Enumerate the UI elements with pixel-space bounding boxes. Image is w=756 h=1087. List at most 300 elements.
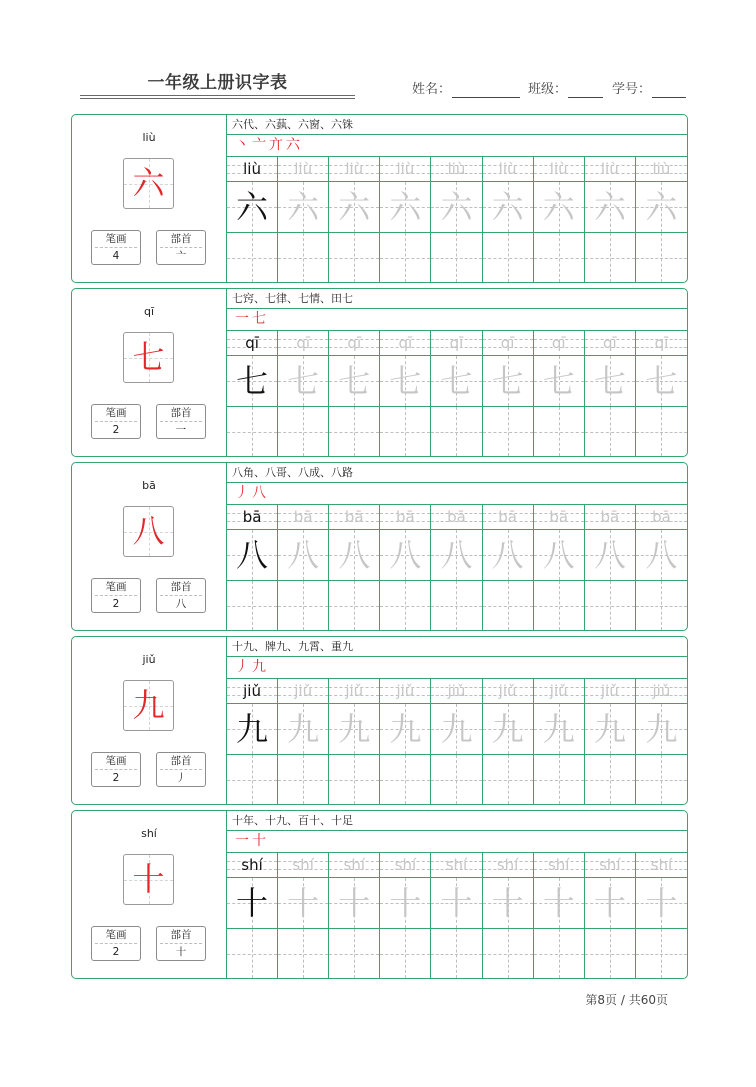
character-trace-cell bbox=[329, 704, 380, 754]
blank-writing-row bbox=[227, 581, 687, 630]
stroke-order bbox=[227, 657, 687, 679]
blank-writing-cell bbox=[483, 233, 534, 282]
character-trace-glyph: 九 bbox=[645, 710, 678, 748]
blank-writing-cell bbox=[534, 929, 585, 978]
character-model-cell bbox=[227, 878, 278, 928]
character-trace-cell bbox=[380, 878, 431, 928]
practice-panel bbox=[226, 463, 687, 630]
pinyin-trace-text: shí bbox=[496, 856, 519, 874]
blank-writing-cell bbox=[431, 755, 482, 804]
pinyin-trace-text: bā bbox=[498, 508, 517, 526]
blank-writing-cell bbox=[585, 929, 636, 978]
pinyin-trace-cell bbox=[278, 505, 329, 529]
character-model-cell bbox=[227, 704, 278, 754]
pinyin-practice-row bbox=[227, 331, 687, 356]
character-card bbox=[71, 114, 688, 283]
pinyin-trace-cell bbox=[483, 331, 534, 355]
blank-writing-cell bbox=[483, 755, 534, 804]
blank-writing-cell bbox=[483, 407, 534, 456]
blank-writing-cell bbox=[483, 581, 534, 630]
pinyin-trace-cell bbox=[278, 157, 329, 181]
pinyin-trace-cell bbox=[534, 853, 585, 877]
blank-writing-cell bbox=[483, 929, 534, 978]
blank-writing-cell bbox=[431, 233, 482, 282]
radical-box bbox=[156, 578, 206, 613]
pinyin-trace-cell bbox=[431, 157, 482, 181]
character-trace-cell bbox=[585, 878, 636, 928]
character-practice-row bbox=[227, 530, 687, 581]
character-trace-glyph: 十 bbox=[542, 884, 575, 922]
pinyin-trace-cell bbox=[278, 853, 329, 877]
character-trace-glyph: 六 bbox=[491, 188, 524, 226]
pinyin-trace-cell bbox=[585, 853, 636, 877]
character-trace-glyph: 七 bbox=[287, 362, 320, 400]
class-label: 班级： bbox=[528, 82, 568, 97]
character-trace-cell bbox=[278, 878, 329, 928]
pinyin-trace-cell bbox=[431, 679, 482, 703]
pinyin-model-text: shí bbox=[241, 856, 263, 874]
pinyin-model-text: jiǔ bbox=[243, 682, 261, 700]
character-trace-cell bbox=[534, 356, 585, 406]
character-trace-cell bbox=[636, 530, 687, 580]
character-pinyin: bā bbox=[142, 479, 156, 492]
pinyin-model-cell bbox=[227, 331, 278, 355]
character-card bbox=[71, 288, 688, 457]
character-trace-glyph: 七 bbox=[542, 362, 575, 400]
character-trace-glyph: 六 bbox=[440, 188, 473, 226]
pinyin-trace-cell bbox=[380, 679, 431, 703]
pinyin-trace-cell bbox=[483, 157, 534, 181]
practice-panel bbox=[226, 289, 687, 456]
pinyin-trace-cell bbox=[431, 853, 482, 877]
pinyin-trace-cell bbox=[636, 505, 687, 529]
pinyin-trace-cell bbox=[636, 853, 687, 877]
character-trace-cell bbox=[483, 878, 534, 928]
example-words: 六代、六蓺、六窗、六铢 bbox=[227, 115, 687, 135]
pinyin-trace-text: shí bbox=[445, 856, 468, 874]
stroke-order-step: 八 bbox=[252, 485, 266, 501]
pinyin-trace-text: qī bbox=[602, 334, 617, 352]
stroke-count-box bbox=[91, 404, 141, 439]
pinyin-trace-text: bā bbox=[549, 508, 569, 526]
character-trace-cell bbox=[431, 356, 482, 406]
character-trace-glyph: 九 bbox=[593, 710, 626, 748]
blank-writing-cell bbox=[278, 233, 329, 282]
character-trace-cell bbox=[278, 704, 329, 754]
character-trace-glyph: 九 bbox=[440, 710, 473, 748]
character-info-panel bbox=[72, 289, 226, 456]
character-trace-cell bbox=[278, 356, 329, 406]
pinyin-model-text: qī bbox=[245, 334, 259, 352]
pinyin-practice-row bbox=[227, 853, 687, 878]
stroke-count-box bbox=[91, 752, 141, 787]
character-glyph: 八 bbox=[132, 512, 165, 550]
pinyin-trace-text: qī bbox=[296, 334, 311, 352]
character-trace-glyph: 十 bbox=[440, 884, 473, 922]
character-practice-row bbox=[227, 878, 687, 929]
blank-writing-cell bbox=[380, 755, 431, 804]
stroke-count-label: 笔画 bbox=[95, 753, 137, 770]
character-trace-cell bbox=[380, 182, 431, 232]
pinyin-practice-row bbox=[227, 505, 687, 530]
radical-box bbox=[156, 404, 206, 439]
pinyin-trace-cell bbox=[278, 679, 329, 703]
stroke-order-step: 丿 bbox=[235, 659, 249, 675]
radical-value: 八 bbox=[175, 598, 187, 610]
pinyin-trace-cell bbox=[585, 157, 636, 181]
student-id-field bbox=[612, 82, 686, 98]
pinyin-trace-cell bbox=[329, 679, 380, 703]
pinyin-trace-text: qī bbox=[500, 334, 515, 352]
blank-writing-cell bbox=[636, 755, 687, 804]
pinyin-trace-cell bbox=[534, 679, 585, 703]
stroke-count-box bbox=[91, 926, 141, 961]
character-glyph: 七 bbox=[132, 338, 165, 376]
character-info-panel bbox=[72, 811, 226, 978]
character-trace-glyph: 八 bbox=[542, 536, 575, 574]
blank-writing-cell bbox=[227, 581, 278, 630]
character-trace-glyph: 九 bbox=[542, 710, 575, 748]
name-blank-line bbox=[452, 82, 520, 98]
stroke-order-step: 亠 bbox=[252, 137, 266, 153]
character-trace-glyph: 六 bbox=[389, 188, 422, 226]
character-trace-glyph: 七 bbox=[491, 362, 524, 400]
character-trace-glyph: 八 bbox=[287, 536, 320, 574]
blank-writing-cell bbox=[329, 755, 380, 804]
blank-writing-cell bbox=[585, 581, 636, 630]
character-trace-glyph: 六 bbox=[645, 188, 678, 226]
character-card bbox=[71, 636, 688, 805]
pinyin-trace-cell bbox=[329, 331, 380, 355]
character-glyph: 九 bbox=[132, 686, 165, 724]
character-trace-cell bbox=[585, 356, 636, 406]
character-trace-glyph: 八 bbox=[491, 536, 524, 574]
blank-writing-cell bbox=[534, 755, 585, 804]
radical-label: 部首 bbox=[160, 405, 202, 422]
stroke-count-value: 2 bbox=[112, 598, 120, 610]
pinyin-trace-text: qī bbox=[654, 334, 669, 352]
blank-writing-cell bbox=[278, 407, 329, 456]
pinyin-trace-cell bbox=[329, 157, 380, 181]
stroke-count-label: 笔画 bbox=[95, 927, 137, 944]
radical-label: 部首 bbox=[160, 579, 202, 596]
pinyin-trace-text: bā bbox=[396, 508, 415, 526]
blank-writing-cell bbox=[380, 581, 431, 630]
pinyin-trace-cell bbox=[329, 853, 380, 877]
radical-label: 部首 bbox=[160, 927, 202, 944]
pinyin-trace-cell bbox=[483, 679, 534, 703]
pinyin-model-cell bbox=[227, 679, 278, 703]
character-trace-cell bbox=[636, 356, 687, 406]
pinyin-trace-text: liù bbox=[396, 160, 415, 178]
character-trace-glyph: 六 bbox=[593, 188, 626, 226]
pinyin-practice-row bbox=[227, 679, 687, 704]
character-trace-glyph: 八 bbox=[338, 536, 371, 574]
blank-writing-cell bbox=[278, 929, 329, 978]
character-glyph: 六 bbox=[132, 164, 165, 202]
character-trace-cell bbox=[278, 182, 329, 232]
pinyin-trace-text: bā bbox=[344, 508, 364, 526]
stroke-count-value: 2 bbox=[112, 424, 120, 436]
character-box bbox=[123, 680, 174, 731]
blank-writing-cell bbox=[227, 407, 278, 456]
pinyin-trace-text: qī bbox=[398, 334, 413, 352]
pinyin-trace-cell bbox=[636, 679, 687, 703]
character-model-glyph: 七 bbox=[236, 362, 269, 400]
pinyin-trace-text: jiǔ bbox=[652, 682, 671, 700]
blank-writing-row bbox=[227, 233, 687, 282]
worksheet-title: 一年级上册识字表 bbox=[147, 73, 288, 93]
radical-box bbox=[156, 230, 206, 265]
character-trace-cell bbox=[431, 704, 482, 754]
name-field bbox=[412, 82, 520, 98]
character-info-panel bbox=[72, 115, 226, 282]
blank-writing-cell bbox=[380, 407, 431, 456]
radical-value: 亠 bbox=[175, 250, 187, 262]
character-trace-cell bbox=[534, 530, 585, 580]
student-id-label: 学号： bbox=[612, 82, 652, 97]
radical-label: 部首 bbox=[160, 231, 202, 248]
character-trace-glyph: 十 bbox=[645, 884, 678, 922]
blank-writing-row bbox=[227, 407, 687, 456]
pinyin-trace-cell bbox=[636, 157, 687, 181]
character-trace-cell bbox=[585, 530, 636, 580]
pinyin-trace-cell bbox=[585, 331, 636, 355]
stroke-order-step: 丿 bbox=[235, 485, 249, 501]
pinyin-trace-text: qī bbox=[449, 334, 464, 352]
character-trace-glyph: 十 bbox=[593, 884, 626, 922]
character-trace-cell bbox=[483, 530, 534, 580]
pinyin-trace-text: liù bbox=[345, 160, 364, 178]
pinyin-model-cell bbox=[227, 505, 278, 529]
blank-writing-cell bbox=[636, 233, 687, 282]
character-trace-cell bbox=[585, 182, 636, 232]
blank-writing-cell bbox=[380, 233, 431, 282]
character-trace-glyph: 九 bbox=[491, 710, 524, 748]
character-box bbox=[123, 506, 174, 557]
blank-writing-cell bbox=[636, 929, 687, 978]
stroke-count-label: 笔画 bbox=[95, 579, 137, 596]
practice-panel bbox=[226, 637, 687, 804]
character-trace-cell bbox=[636, 878, 687, 928]
character-trace-cell bbox=[534, 182, 585, 232]
character-trace-cell bbox=[483, 704, 534, 754]
blank-writing-cell bbox=[227, 929, 278, 978]
pinyin-trace-cell bbox=[431, 331, 482, 355]
character-model-glyph: 九 bbox=[236, 710, 269, 748]
pinyin-trace-text: shí bbox=[394, 856, 417, 874]
stroke-order-step: 亣 bbox=[269, 137, 283, 153]
character-trace-glyph: 六 bbox=[542, 188, 575, 226]
pinyin-trace-text: jiǔ bbox=[396, 682, 415, 700]
stroke-order bbox=[227, 483, 687, 505]
character-trace-cell bbox=[431, 182, 482, 232]
character-trace-glyph: 八 bbox=[389, 536, 422, 574]
character-box bbox=[123, 854, 174, 905]
pinyin-trace-cell bbox=[534, 331, 585, 355]
pinyin-trace-text: liù bbox=[447, 160, 466, 178]
class-blank-line bbox=[568, 82, 603, 98]
name-label: 姓名： bbox=[412, 82, 452, 97]
radical-box bbox=[156, 752, 206, 787]
character-trace-cell bbox=[431, 530, 482, 580]
pinyin-trace-text: liù bbox=[498, 160, 517, 178]
pinyin-trace-cell bbox=[380, 853, 431, 877]
pinyin-trace-text: jiǔ bbox=[294, 682, 313, 700]
blank-writing-cell bbox=[534, 233, 585, 282]
example-words: 十九、牌九、九霄、重九 bbox=[227, 637, 687, 657]
character-pinyin: qī bbox=[143, 305, 155, 318]
character-model-glyph: 六 bbox=[236, 188, 269, 226]
stroke-order-step: 丶 bbox=[235, 137, 249, 153]
character-trace-cell bbox=[380, 530, 431, 580]
character-trace-cell bbox=[636, 182, 687, 232]
character-trace-cell bbox=[585, 704, 636, 754]
blank-writing-cell bbox=[329, 407, 380, 456]
pinyin-trace-cell bbox=[380, 505, 431, 529]
character-trace-glyph: 七 bbox=[338, 362, 371, 400]
blank-writing-cell bbox=[636, 581, 687, 630]
pinyin-trace-text: bā bbox=[293, 508, 313, 526]
example-words: 七窍、七律、七情、田七 bbox=[227, 289, 687, 309]
blank-writing-cell bbox=[380, 929, 431, 978]
character-trace-cell bbox=[431, 878, 482, 928]
pinyin-trace-text: bā bbox=[652, 508, 671, 526]
pinyin-trace-cell bbox=[636, 331, 687, 355]
character-trace-glyph: 八 bbox=[645, 536, 678, 574]
radical-value: 丿 bbox=[175, 772, 187, 784]
blank-writing-cell bbox=[585, 233, 636, 282]
character-card bbox=[71, 462, 688, 631]
character-trace-cell bbox=[278, 530, 329, 580]
character-trace-cell bbox=[329, 356, 380, 406]
stroke-order-step: 九 bbox=[252, 659, 266, 675]
blank-writing-cell bbox=[534, 407, 585, 456]
example-words: 八角、八哥、八成、八路 bbox=[227, 463, 687, 483]
pinyin-trace-text: shí bbox=[599, 856, 621, 874]
blank-writing-row bbox=[227, 929, 687, 978]
pinyin-trace-text: shí bbox=[547, 856, 570, 874]
pinyin-practice-row bbox=[227, 157, 687, 182]
character-card bbox=[71, 810, 688, 979]
stroke-order-step: 七 bbox=[252, 311, 266, 327]
character-trace-cell bbox=[483, 182, 534, 232]
pinyin-trace-text: liù bbox=[652, 160, 671, 178]
character-practice-row bbox=[227, 704, 687, 755]
stroke-count-value: 4 bbox=[112, 250, 120, 262]
character-model-cell bbox=[227, 182, 278, 232]
pinyin-trace-cell bbox=[585, 505, 636, 529]
pinyin-trace-cell bbox=[585, 679, 636, 703]
class-field bbox=[528, 82, 603, 98]
character-trace-cell bbox=[380, 356, 431, 406]
pinyin-trace-cell bbox=[483, 505, 534, 529]
stroke-count-box bbox=[91, 578, 141, 613]
character-box bbox=[123, 332, 174, 383]
pinyin-trace-text: liù bbox=[600, 160, 619, 178]
character-trace-cell bbox=[329, 182, 380, 232]
character-trace-glyph: 九 bbox=[389, 710, 422, 748]
stroke-count-value: 2 bbox=[112, 772, 120, 784]
blank-writing-cell bbox=[431, 407, 482, 456]
pinyin-model-cell bbox=[227, 157, 278, 181]
character-trace-glyph: 七 bbox=[645, 362, 678, 400]
blank-writing-cell bbox=[278, 755, 329, 804]
pinyin-trace-text: liù bbox=[294, 160, 313, 178]
radical-label: 部首 bbox=[160, 753, 202, 770]
pinyin-trace-text: bā bbox=[600, 508, 620, 526]
blank-writing-cell bbox=[227, 755, 278, 804]
character-trace-cell bbox=[483, 356, 534, 406]
pinyin-trace-cell bbox=[380, 157, 431, 181]
character-pinyin: shí bbox=[141, 827, 157, 840]
character-trace-glyph: 十 bbox=[491, 884, 524, 922]
character-box bbox=[123, 158, 174, 209]
blank-writing-cell bbox=[585, 755, 636, 804]
pinyin-trace-text: jiǔ bbox=[345, 682, 364, 700]
stroke-order-step: 十 bbox=[252, 833, 266, 849]
character-pinyin: liù bbox=[142, 131, 156, 144]
blank-writing-cell bbox=[431, 581, 482, 630]
character-trace-glyph: 七 bbox=[389, 362, 422, 400]
stroke-count-label: 笔画 bbox=[95, 405, 137, 422]
character-trace-glyph: 八 bbox=[593, 536, 626, 574]
pinyin-trace-text: jiǔ bbox=[498, 682, 517, 700]
character-trace-cell bbox=[534, 878, 585, 928]
pinyin-trace-text: qī bbox=[551, 334, 566, 352]
pinyin-trace-cell bbox=[534, 505, 585, 529]
character-model-cell bbox=[227, 530, 278, 580]
blank-writing-row bbox=[227, 755, 687, 804]
character-practice-row bbox=[227, 356, 687, 407]
pinyin-trace-cell bbox=[431, 505, 482, 529]
pinyin-trace-text: jiǔ bbox=[600, 682, 619, 700]
character-trace-glyph: 十 bbox=[338, 884, 371, 922]
character-pinyin: jiǔ bbox=[142, 653, 156, 666]
pinyin-trace-text: shí bbox=[292, 856, 314, 874]
radical-value: 一 bbox=[175, 424, 187, 436]
blank-writing-cell bbox=[585, 407, 636, 456]
character-glyph: 十 bbox=[132, 860, 165, 898]
character-trace-cell bbox=[329, 878, 380, 928]
blank-writing-cell bbox=[227, 233, 278, 282]
pinyin-trace-cell bbox=[534, 157, 585, 181]
blank-writing-cell bbox=[329, 929, 380, 978]
character-trace-glyph: 九 bbox=[338, 710, 371, 748]
pinyin-trace-text: jiǔ bbox=[447, 682, 466, 700]
radical-value: 十 bbox=[175, 946, 187, 958]
character-trace-cell bbox=[534, 704, 585, 754]
pinyin-trace-text: bā bbox=[447, 508, 466, 526]
character-trace-glyph: 九 bbox=[287, 710, 320, 748]
character-model-glyph: 八 bbox=[236, 536, 269, 574]
character-info-panel bbox=[72, 463, 226, 630]
stroke-count-label: 笔画 bbox=[95, 231, 137, 248]
pinyin-trace-text: shí bbox=[650, 856, 673, 874]
blank-writing-cell bbox=[636, 407, 687, 456]
character-trace-glyph: 十 bbox=[389, 884, 422, 922]
student-id-blank-line bbox=[652, 82, 686, 98]
pinyin-trace-text: shí bbox=[343, 856, 366, 874]
character-trace-glyph: 八 bbox=[440, 536, 473, 574]
pinyin-trace-cell bbox=[380, 331, 431, 355]
character-trace-glyph: 十 bbox=[287, 884, 320, 922]
stroke-order-step: 一 bbox=[235, 311, 249, 327]
blank-writing-cell bbox=[278, 581, 329, 630]
character-trace-glyph: 七 bbox=[593, 362, 626, 400]
pinyin-model-text: liù bbox=[243, 160, 261, 178]
blank-writing-cell bbox=[329, 233, 380, 282]
